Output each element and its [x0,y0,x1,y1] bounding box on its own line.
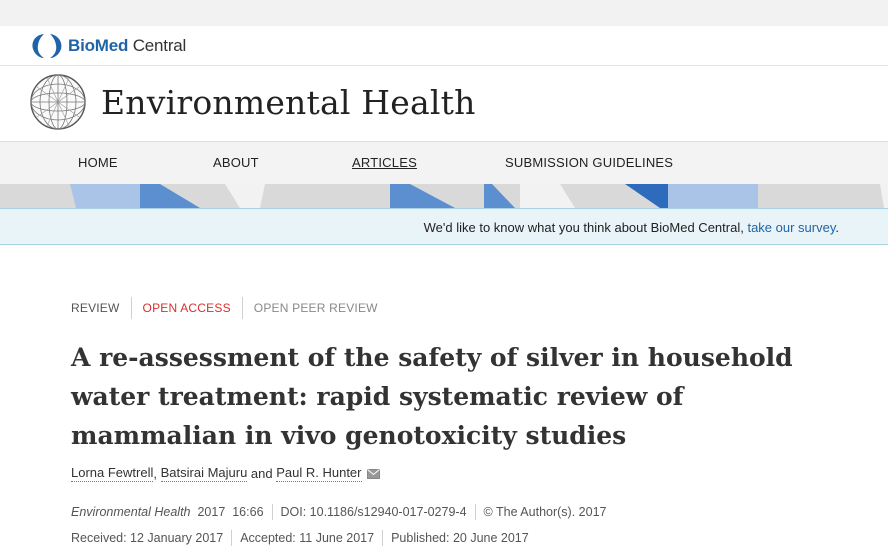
author-list [71,465,380,482]
email-icon[interactable] [367,469,380,479]
article-title: A re-assessment of the safety of silver in household water treatment: rapid systematic review of mammalian in vivo genotoxicity studies [71,343,793,450]
banner-pattern [0,184,888,208]
survey-banner [0,208,888,245]
journal-header [0,66,888,141]
tag-review: REVIEW [71,301,120,315]
meta-divider [382,530,383,546]
author-link[interactable]: Lorna Fewtrell [71,465,154,480]
citation-copyright: © The Author(s). 2017 [483,505,607,519]
bmc-header [0,26,888,66]
survey-message [424,220,839,235]
tag-open-peer-review: OPEN PEER REVIEW [242,297,389,319]
citation-meta [71,504,606,520]
citation-journal: Environmental Health [71,505,191,519]
article-tags [71,297,389,319]
nav-home[interactable]: HOME [78,155,118,170]
nav-articles[interactable]: ARTICLES [352,155,417,170]
date-received: Received: 12 January 2017 [71,531,224,545]
history-dates [71,530,529,546]
bmc-logo[interactable] [30,33,186,59]
meta-divider [272,504,273,520]
globe-logo-icon[interactable] [29,73,87,131]
decorative-banner [0,184,888,208]
citation-article-number: 16:66 [232,505,264,519]
journal-title[interactable]: Environmental Health [101,83,476,122]
browser-top-strip [0,0,888,26]
author-link[interactable]: Paul R. Hunter [276,465,362,480]
meta-divider [231,530,232,546]
bmc-brand-bio: BioMed [68,36,129,55]
survey-text: We'd like to know what you think about BioMed Central, [423,220,748,235]
date-published: Published: 20 June 2017 [391,531,529,545]
main-nav [0,141,888,184]
date-accepted: Accepted: 11 June 2017 [240,531,375,545]
meta-divider [475,504,476,520]
citation-doi[interactable]: DOI: 10.1186/s12940-017-0279-4 [280,505,467,519]
bmc-brand [68,36,186,56]
author-separator: , [153,466,161,481]
author-separator: and [247,466,277,481]
survey-link[interactable]: take our survey [747,220,836,235]
bmc-brand-central: Central [128,36,187,55]
nav-about[interactable]: ABOUT [213,155,259,170]
nav-submission-guidelines[interactable]: SUBMISSION GUIDELINES [505,155,674,170]
bmc-swoosh-icon [30,31,64,61]
tag-open-access[interactable]: OPEN ACCESS [131,297,242,319]
author-link[interactable]: Batsirai Majuru [160,465,248,480]
survey-end: . [835,220,839,235]
citation-year: 2017 [197,505,226,519]
